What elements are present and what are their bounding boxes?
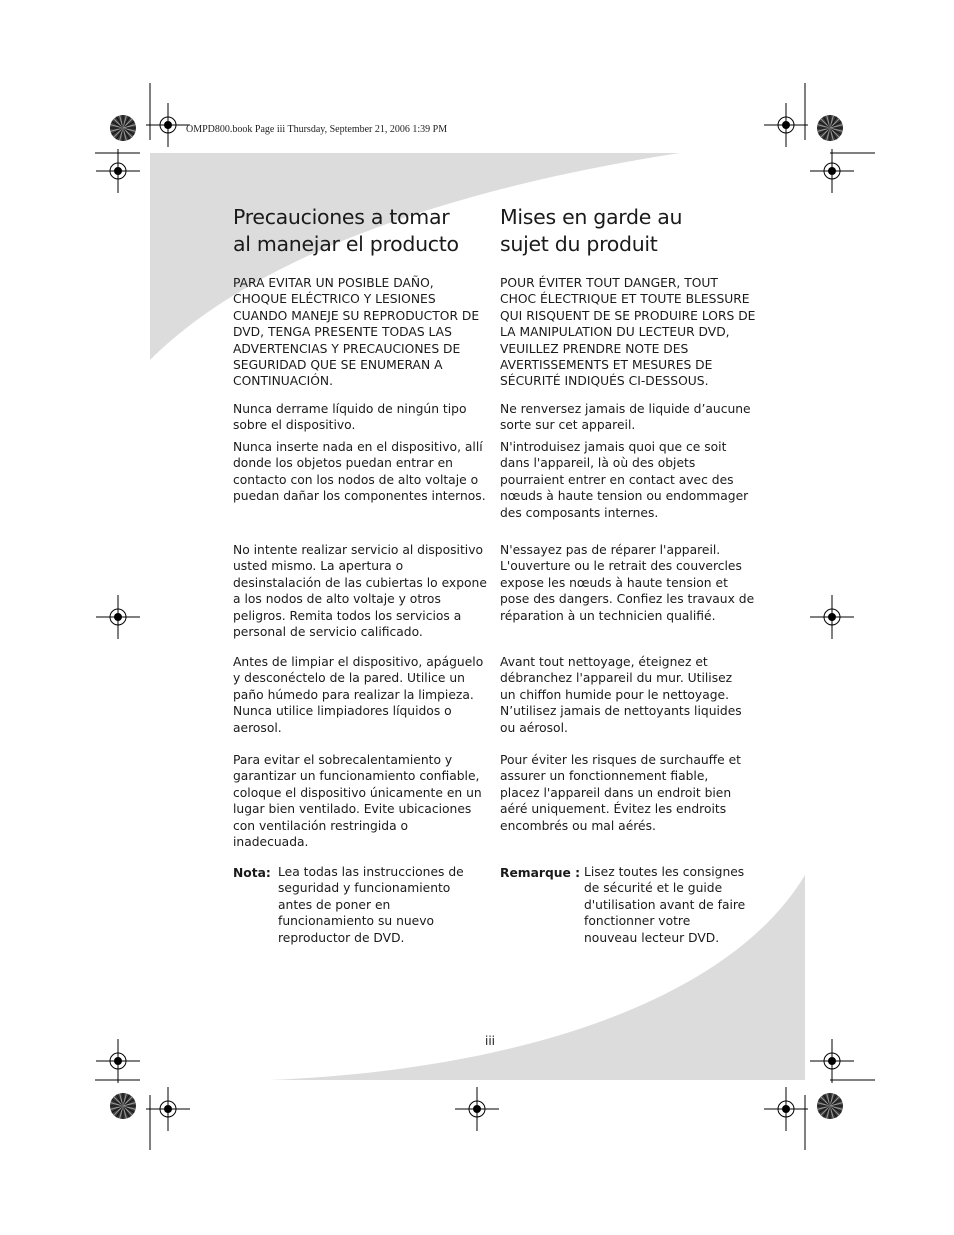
text-line: L'ouverture ou le retrait des couvercles	[500, 559, 742, 574]
text-line: Avant tout nettoyage, éteignez et	[500, 655, 708, 669]
spanish-paragraph	[233, 752, 482, 850]
spanish-paragraph	[233, 542, 487, 640]
text-line: Lisez toutes les consignes	[584, 865, 745, 879]
text-line: N’utilisez jamais de nettoyants liquides	[500, 704, 742, 719]
text-line: SEGURIDAD QUE SE ENUMERAN A	[233, 358, 443, 373]
registration-mark-icon	[810, 1039, 854, 1083]
text-line: funcionamiento su nuevo	[278, 914, 435, 929]
text-line: Para evitar el sobrecalentamiento y	[233, 753, 453, 767]
text-line: POUR ÉVITER TOUT DANGER, TOUT	[500, 276, 718, 290]
registration-mark-icon	[455, 1087, 499, 1131]
text-line: puedan dañar los componentes internos.	[233, 489, 486, 504]
text-line: Lea todas las instrucciones de	[278, 865, 464, 879]
text-line: de sécurité et le guide	[584, 881, 723, 896]
spanish-column	[233, 204, 491, 258]
text-line: Pour éviter les risques de surchauffe et	[500, 753, 742, 767]
french-paragraph	[500, 401, 751, 434]
text-line: AVERTISSEMENTS ET MESURES DE	[500, 358, 713, 373]
text-line: N'essayez pas de réparer l'appareil.	[500, 543, 721, 557]
registration-mark-icon	[810, 595, 854, 639]
text-line: nouveau lecteur DVD.	[584, 930, 720, 945]
text-line: Nunca inserte nada en el dispositivo, allí	[233, 440, 483, 454]
text-line: nœuds à haute tension ou endommager	[500, 489, 749, 504]
text-line: coloque el dispositivo únicamente en un	[233, 785, 482, 800]
text-line: pose des dangers. Confiez les travaux de	[500, 592, 755, 607]
french-paragraph	[500, 752, 741, 834]
print-header: OMPD800.book Page iii Thursday, September 21, 2006 1:39 PM	[186, 124, 448, 135]
color-rosette-icon	[110, 1093, 136, 1119]
text-line: encombrés ou mal aérés.	[500, 818, 656, 833]
spanish-title-line: Precauciones a tomar	[233, 205, 450, 229]
text-line: Nunca utilice limpiadores líquidos o	[233, 704, 452, 719]
text-line: No intente realizar servicio al dispositivo	[233, 543, 484, 557]
color-rosette-icon	[817, 1093, 843, 1119]
text-line: expose les nœuds à haute tension et	[500, 575, 728, 590]
text-line: inadecuada.	[233, 835, 309, 850]
text-line: reproductor de DVD.	[278, 930, 405, 945]
text-line: SÉCURITÉ INDIQUÉS CI-DESSOUS.	[500, 374, 709, 389]
text-line: CHOQUE ELÉCTRICO Y LESIONES	[233, 292, 436, 307]
spanish-title-line: al manejar el producto	[233, 232, 459, 256]
text-line: N'introduisez jamais quoi que ce soit	[500, 440, 727, 454]
registration-mark-icon	[96, 149, 140, 193]
french-title-line: sujet du produit	[500, 232, 658, 256]
french-paragraph	[500, 654, 742, 736]
text-line: seguridad y funcionamiento	[278, 881, 451, 896]
text-line: usted mismo. La apertura o	[233, 559, 404, 574]
text-line: fonctionner votre	[584, 914, 691, 929]
registration-mark-icon	[96, 595, 140, 639]
text-line: aerosol.	[233, 720, 282, 735]
color-rosette-icon	[817, 115, 843, 141]
text-line: antes de poner en	[278, 897, 391, 912]
french-note-text	[584, 864, 745, 946]
text-line: pourraient entrer en contact avec des	[500, 472, 734, 487]
text-line: a los nodos de alto voltaje y otros	[233, 592, 441, 607]
french-paragraph	[500, 439, 748, 521]
text-line: LA MANIPULATION DU LECTEUR DVD,	[500, 325, 730, 340]
spanish-paragraph	[233, 401, 467, 434]
spanish-note-label: Nota:	[233, 866, 271, 880]
text-line: débranchez l'appareil du mur. Utilisez	[500, 671, 733, 686]
text-line: réparation à un technicien qualifié.	[500, 608, 716, 623]
spanish-paragraph	[233, 654, 483, 736]
text-line: peligros. Remita todos los servicios a	[233, 608, 462, 623]
text-line: des composants internes.	[500, 505, 659, 520]
registration-mark-icon	[764, 103, 808, 147]
french-paragraph	[500, 542, 754, 624]
text-line: lugar bien ventilado. Evite ubicaciones	[233, 802, 472, 817]
text-line: paño húmedo para realizar la limpieza.	[233, 687, 474, 702]
registration-mark-icon	[96, 1039, 140, 1083]
text-line: desinstalación de las cubiertas lo expone	[233, 575, 487, 590]
text-line: y desconéctelo de la pared. Utilice un	[233, 671, 465, 686]
text-line: CHOC ÉLECTRIQUE ET TOUTE BLESSURE	[500, 292, 750, 307]
text-line: contacto con los nodos de alto voltaje o	[233, 472, 479, 487]
text-line: placez l'appareil dans un endroit bien	[500, 785, 732, 800]
text-line: d'utilisation avant de faire	[584, 897, 746, 912]
text-line: sobre el dispositivo.	[233, 418, 356, 433]
text-line: dans l'appareil, là où des objets	[500, 456, 696, 471]
registration-mark-icon	[764, 1087, 808, 1131]
text-line: Nunca derrame líquido de ningún tipo	[233, 402, 467, 416]
text-line: PARA EVITAR UN POSIBLE DAÑO,	[233, 276, 434, 290]
spanish-title	[233, 204, 491, 258]
spanish-note-text	[278, 864, 464, 946]
text-line: CUANDO MANEJE SU REPRODUCTOR DE	[233, 308, 480, 323]
text-line: Ne renversez jamais de liquide d’aucune	[500, 402, 751, 416]
text-line: CONTINUACIÓN.	[233, 374, 333, 389]
text-line: VEUILLEZ PRENDRE NOTE DES	[500, 341, 689, 356]
french-warning	[500, 275, 755, 390]
text-line: personal de servicio calificado.	[233, 625, 423, 640]
text-line: ADVERTENCIAS Y PRECAUCIONES DE	[233, 341, 461, 356]
text-line: sorte sur cet appareil.	[500, 418, 636, 433]
spanish-paragraph	[233, 439, 486, 505]
registration-mark-icon	[146, 103, 190, 147]
text-line: donde los objetos puedan entrar en	[233, 456, 453, 471]
french-column	[500, 204, 752, 258]
text-line: QUI RISQUENT DE SE PRODUIRE LORS DE	[500, 308, 756, 323]
registration-mark-icon	[810, 149, 854, 193]
page-number: iii	[485, 1034, 496, 1048]
text-line: garantizar un funcionamiento confiable,	[233, 769, 480, 784]
text-line: ou aérosol.	[500, 720, 568, 735]
text-line: DVD, TENGA PRESENTE TODAS LAS	[233, 325, 452, 340]
spanish-warning	[233, 275, 479, 390]
color-rosette-icon	[110, 115, 136, 141]
french-title-line: Mises en garde au	[500, 205, 683, 229]
text-line: assurer un fonctionnement fiable,	[500, 769, 709, 784]
french-title	[500, 204, 752, 258]
text-line: con ventilación restringida o	[233, 818, 409, 833]
registration-mark-icon	[146, 1087, 190, 1131]
french-note-label: Remarque :	[500, 866, 581, 880]
text-line: aéré uniquement. Évitez les endroits	[500, 802, 727, 817]
text-line: un chiffon humide pour le nettoyage.	[500, 687, 730, 702]
text-line: Antes de limpiar el dispositivo, apáguelo	[233, 655, 484, 669]
